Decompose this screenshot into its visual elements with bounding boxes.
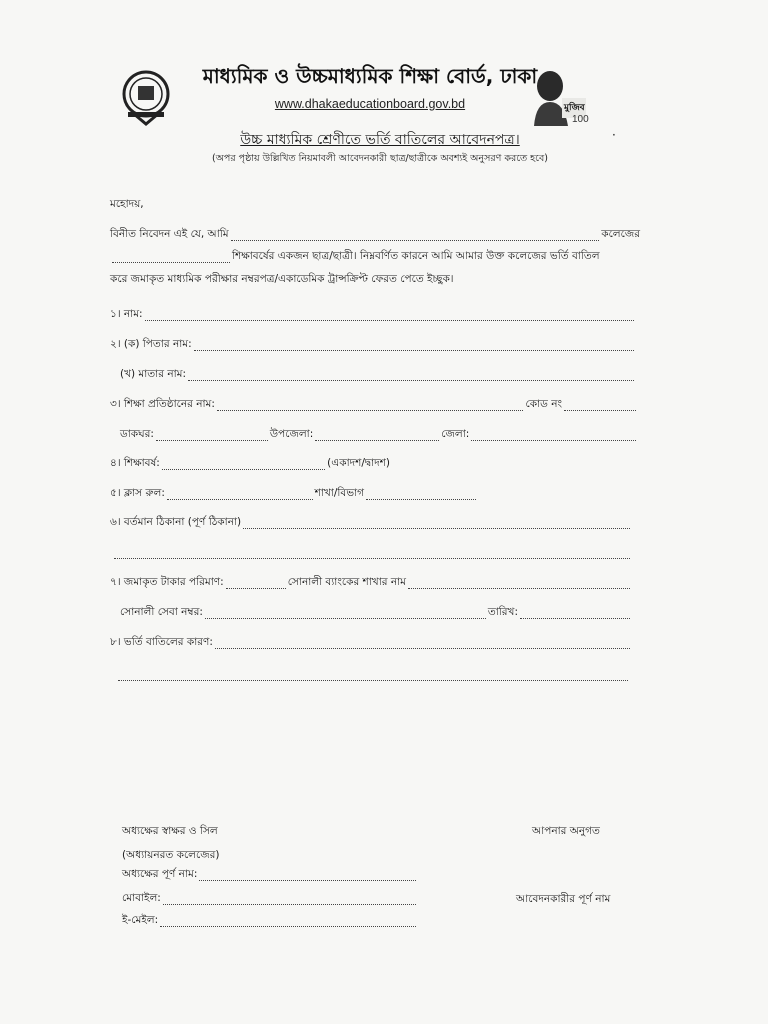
date-field[interactable] — [520, 618, 630, 619]
name-field[interactable] — [145, 320, 634, 321]
field-father-row: ২। (ক) পিতার নাম: — [110, 338, 636, 354]
sonali-seba-number-field[interactable] — [205, 618, 486, 619]
intro-line-1: বিনীত নিবেদন এই যে, আমি কলেজের — [110, 228, 640, 240]
student-name-blank[interactable] — [231, 240, 600, 241]
bank-branch-field[interactable] — [408, 588, 630, 589]
field-amount-row: ৭। জমাকৃত টাকার পরিমাণ: সোনালী ব্যাংকের শাখার নাম — [110, 576, 632, 592]
principal-name-row: অধ্যক্ষের পূর্ণ নাম: — [122, 868, 418, 884]
address-field-line-2[interactable] — [114, 558, 630, 559]
form-title: উচ্চ মাধ্যমিক শ্রেণীতে ভর্তি বাতিলের আবেদনপত্র। — [240, 132, 520, 148]
district-field[interactable] — [471, 440, 636, 441]
field-reason-row: ৮। ভর্তি বাতিলের কারণ: — [110, 636, 632, 652]
address-field[interactable] — [243, 528, 630, 529]
code-field[interactable] — [564, 410, 636, 411]
form-note: (অপর পৃষ্ঠায় উল্লিখিত নিয়মাবলী আবেদনকারী ছাত্র/ছাত্রীকে অবশ্যই অনুসরণ করতে হবে) — [212, 153, 548, 164]
field-mother-row: (খ) মাতার নাম: — [120, 368, 636, 384]
mobile-row: মোবাইল: — [122, 892, 418, 908]
current-college-label: (অধ্যায়নরত কলেজের) — [122, 849, 220, 861]
field-session-row: ৪। শিক্ষাবর্ষ: (একাদশ/দ্বাদশ) — [110, 457, 390, 469]
session-year-blank[interactable] — [112, 262, 230, 263]
mujib-100-logo-icon — [528, 64, 590, 126]
address-continuation-row — [112, 546, 632, 562]
principal-signature-label: অধ্যক্ষের স্বাক্ষর ও সিল — [122, 825, 218, 837]
amount-field[interactable] — [226, 588, 286, 589]
reason-continuation-row — [116, 668, 630, 684]
field-sonali-row: সোনালী সেবা নম্বর: তারিখ: — [120, 606, 632, 622]
field-name-row: ১। নাম: — [110, 308, 636, 324]
reason-field-line-2[interactable] — [118, 680, 628, 681]
salutation: মহোদয়, — [110, 198, 144, 210]
intro-line-3: করে জমাকৃত মাধ্যমিক পরীক্ষার নম্বরপত্র/একাডেমিক ট্রান্সক্রিপ্ট ফেরত পেতে ইচ্ছুক। — [110, 273, 454, 285]
svg-text:মুজিব: মুজিব — [564, 103, 585, 113]
board-seal-icon — [120, 68, 172, 126]
field-address-row: ৬। বর্তমান ঠিকানা (পূর্ণ ঠিকানা) — [110, 516, 632, 532]
mobile-field[interactable] — [163, 904, 416, 905]
email-field[interactable] — [160, 926, 416, 927]
branch-field[interactable] — [366, 499, 476, 500]
email-row: ই-মেইল: — [122, 914, 418, 930]
mother-name-field[interactable] — [188, 380, 634, 381]
principal-name-field[interactable] — [199, 880, 416, 881]
board-website-link[interactable]: www.dhakaeducationboard.gov.bd — [274, 97, 466, 111]
svg-text:100: 100 — [572, 114, 589, 125]
stray-mark: · — [612, 128, 616, 142]
roll-field[interactable] — [167, 499, 313, 500]
reason-field[interactable] — [215, 648, 630, 649]
applicant-name-label: আবেদনকারীর পূর্ণ নাম — [516, 893, 611, 905]
father-name-field[interactable] — [194, 350, 634, 351]
upazila-field[interactable] — [315, 440, 439, 441]
field-location-row: ডাকঘর: উপজেলা: জেলা: — [120, 428, 638, 444]
intro-line-2: শিক্ষাবর্ষের একজন ছাত্র/ছাত্রী। নিম্নবর্ণিত কারনে আমি আমার উক্ত কলেজের ভর্তি বাতিল — [110, 250, 640, 266]
field-roll-row: ৫। ক্লাস রুল: শাখা/বিভাগ — [110, 487, 478, 503]
field-institution-row: ৩। শিক্ষা প্রতিষ্ঠানের নাম: কোড নং — [110, 398, 638, 414]
board-name: মাধ্যমিক ও উচ্চমাধ্যমিক শিক্ষা বোর্ড, ঢাকা — [202, 64, 538, 88]
yours-faithfully-label: আপনার অনুগত — [532, 825, 600, 837]
institution-name-field[interactable] — [217, 410, 524, 411]
session-field[interactable] — [162, 469, 325, 470]
post-office-field[interactable] — [156, 440, 268, 441]
